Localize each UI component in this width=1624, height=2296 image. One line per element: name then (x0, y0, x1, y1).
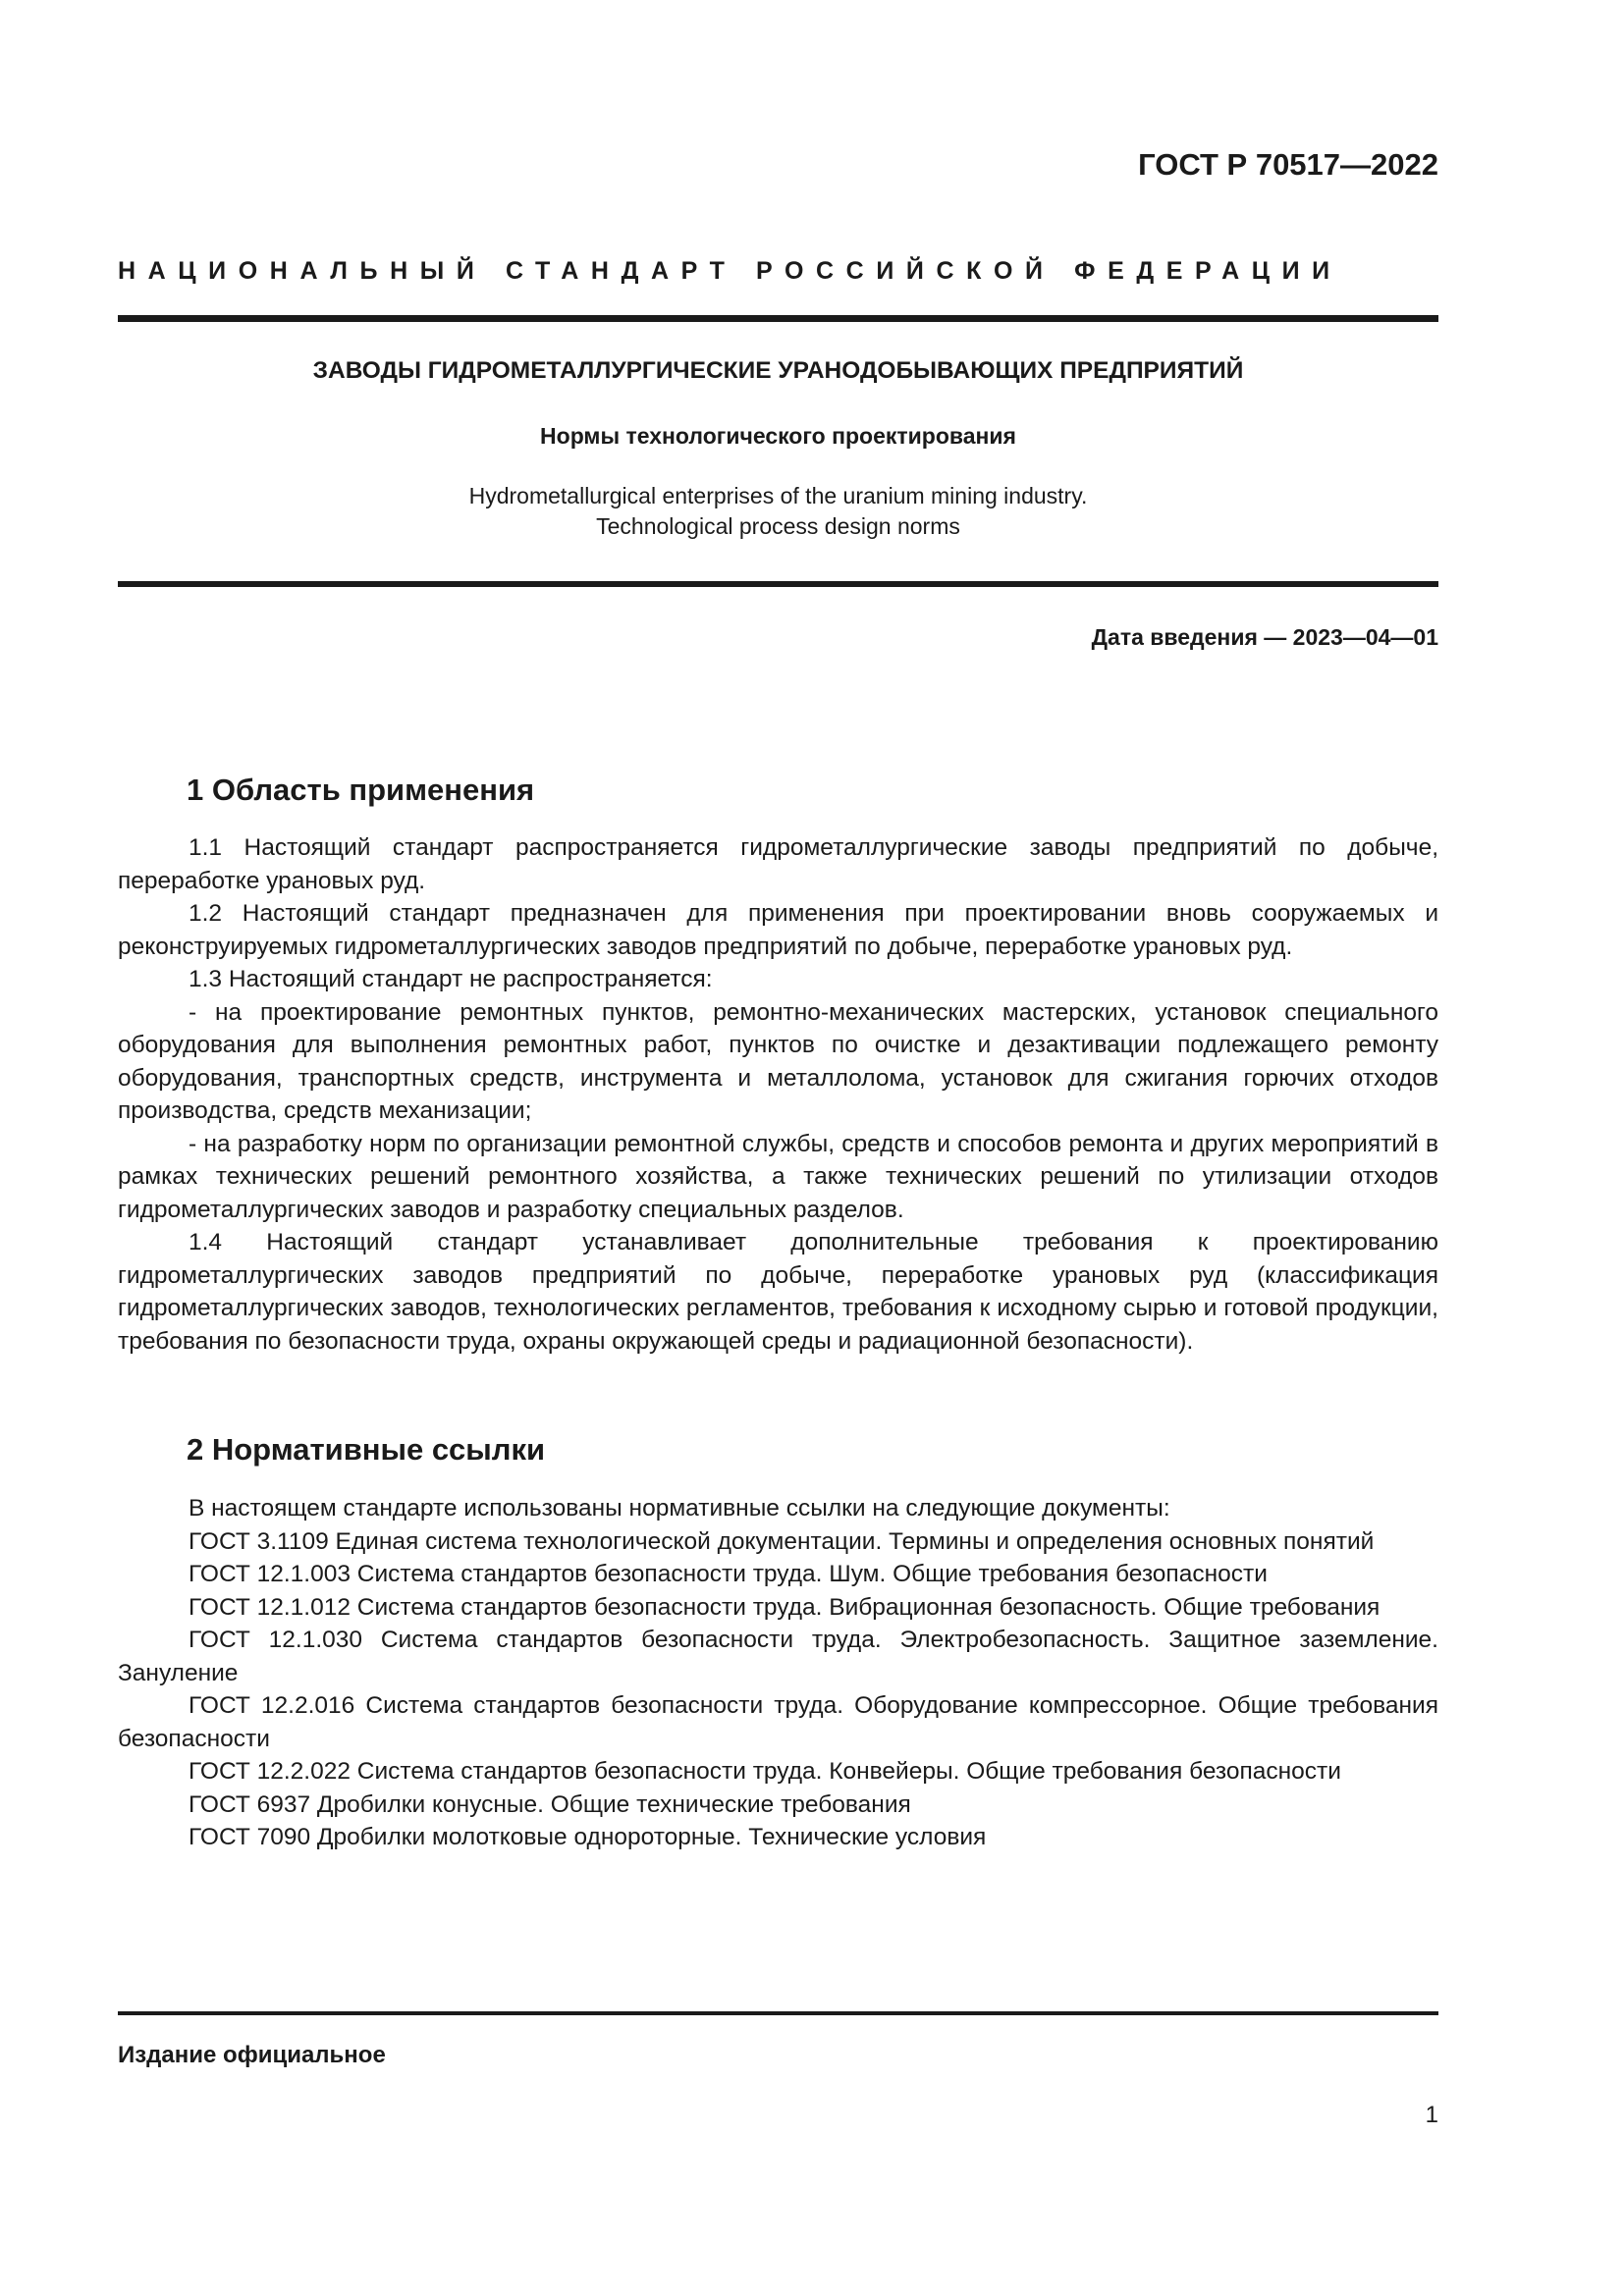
introduction-date: Дата введения — 2023—04—01 (1091, 624, 1438, 650)
paragraph: 1.4 Настоящий стандарт устанавливает дополнительные требования к проектированию гидрометаллургических заводов предприятий по добыче, переработке урановых руд (классификация гидрометаллургических заводов, технологических регламентов, требования к исходному сырью и готовой продукции, требования по безопасности труда, охраны окружающей среды и радиационной безопасности). (118, 1229, 1438, 1355)
section-2-body (118, 1492, 1438, 1854)
footer-rule (118, 2011, 1438, 2015)
reference-item: ГОСТ 12.2.016 Система стандартов безопасности труда. Оборудование компрессорное. Общие требования безопасности (118, 1692, 1438, 1752)
paragraph: - на разработку норм по организации ремонтной службы, средств и способов ремонта и других мероприятий в рамках технических решений ремонтного хозяйства, а также технических решений по утилизации отходов гидрометаллургических заводов и разработку специальных разделов. (118, 1130, 1438, 1223)
paragraph: - на проектирование ремонтных пунктов, ремонтно-механических мастерских, установок специального оборудования для выполнения ремонтных работ, пунктов по очистке и дезактивации подлежащего ремонту оборудования, транспортных средств, инструмента и металлолома, установок для сжигания горючих отходов производства, средств механизации; (118, 998, 1438, 1124)
section-2-heading: 2 Нормативные ссылки (187, 1432, 546, 1467)
document-title: ЗАВОДЫ ГИДРОМЕТАЛЛУРГИЧЕСКИЕ УРАНОДОБЫВАЮЩИХ ПРЕДПРИЯТИЙ (312, 357, 1244, 384)
english-title-line1: Hydrometallurgical enterprises of the uranium mining industry. (468, 483, 1088, 508)
english-title-line2: Technological process design norms (596, 513, 960, 539)
section-1-body (118, 831, 1438, 1358)
reference-item: ГОСТ 12.1.030 Система стандартов безопасности труда. Электробезопасность. Защитное заземление. Зануление (118, 1627, 1438, 1686)
reference-item: ГОСТ 6937 Дробилки конусные. Общие технические требования (189, 1790, 911, 1818)
paragraph: 1.2 Настоящий стандарт предназначен для применения при проектировании вновь сооружаемых и реконструируемых гидрометаллургических заводов предприятий по добыче, переработке урановых руд. (118, 900, 1438, 960)
paragraph: В настоящем стандарте использованы нормативные ссылки на следующие документы: (189, 1495, 1170, 1522)
reference-item: ГОСТ 7090 Дробилки молотковые однороторные. Технические условия (189, 1824, 987, 1850)
reference-item: ГОСТ 12.2.022 Система стандартов безопасности труда. Конвейеры. Общие требования безопасности (189, 1758, 1341, 1785)
reference-item: ГОСТ 3.1109 Единая система технологической документации. Термины и определения основных понятий (189, 1527, 1375, 1555)
top-rule (118, 315, 1438, 322)
page-number: 1 (1425, 2102, 1438, 2128)
reference-item: ГОСТ 12.1.012 Система стандартов безопасности труда. Вибрационная безопасность. Общие требования (189, 1593, 1380, 1621)
reference-item: ГОСТ 12.1.003 Система стандартов безопасности труда. Шум. Общие требования безопасности (189, 1561, 1268, 1587)
document-subtitle: Нормы технологического проектирования (540, 423, 1016, 449)
title-rule (118, 581, 1438, 587)
official-edition-label: Издание официальное (118, 2042, 386, 2068)
section-1-heading: 1 Область применения (187, 773, 535, 807)
paragraph: 1.3 Настоящий стандарт не распространяется: (189, 966, 713, 992)
english-title (118, 481, 1438, 542)
paragraph: 1.1 Настоящий стандарт распространяется гидрометаллургические заводы предприятий по добыче, переработке урановых руд. (118, 834, 1438, 894)
national-standard-caption: НАЦИОНАЛЬНЫЙ СТАНДАРТ РОССИЙСКОЙ ФЕДЕРАЦИИ (118, 257, 1342, 285)
document-number: ГОСТ Р 70517—2022 (1138, 147, 1438, 182)
